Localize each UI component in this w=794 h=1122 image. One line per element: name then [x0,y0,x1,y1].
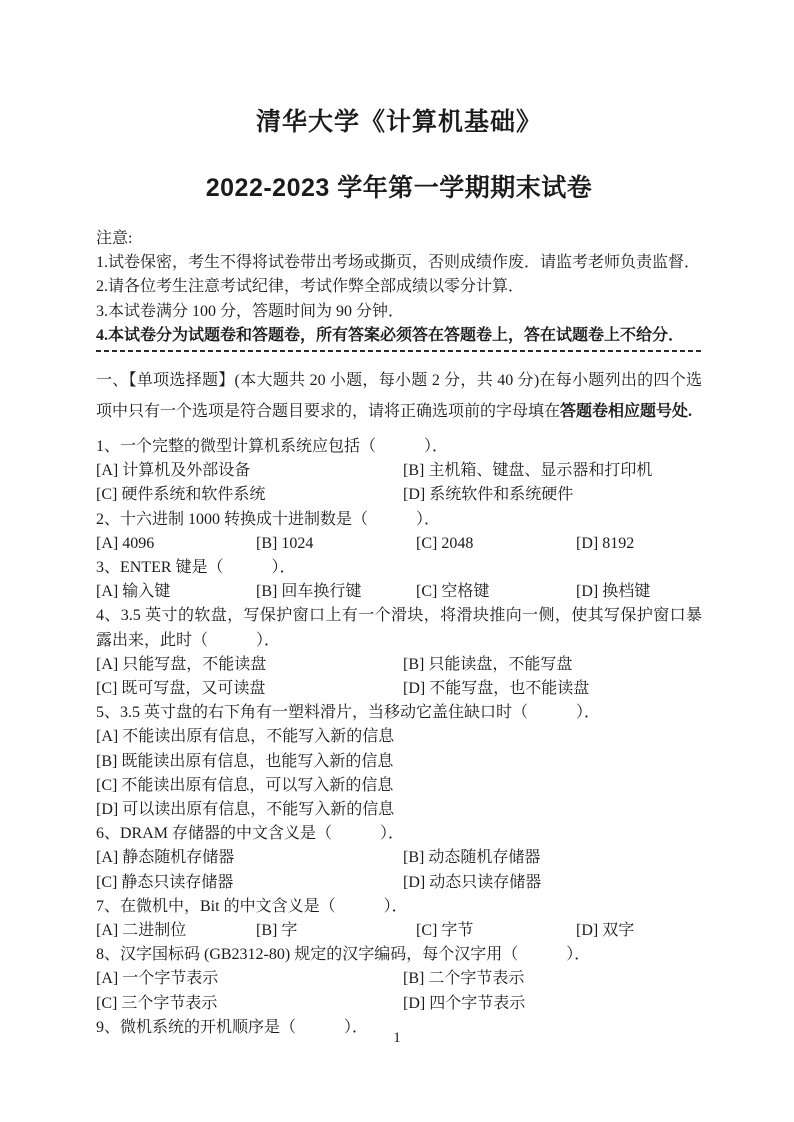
doc-subtitle: 2022-2023 学年第一学期期末试卷 [205,174,593,202]
option-item: [D] 换档键 [576,583,651,601]
question-7 [96,895,702,943]
question-text: 3、ENTER 键是（ ）． [96,559,296,577]
option-item: [D] 8192 [576,534,635,552]
notice-item: 3.本试卷满分 100 分，答题时间为 90 分钟． [96,302,405,320]
option-item: [D] 不能写盘，也不能读盘 [403,680,590,698]
option-item: [C] 三个字节表示 [96,994,218,1012]
question-text: 2、十六进制 1000 转换成十进制数是（ ）． [96,510,441,528]
notice-item: 1.试卷保密，考生不得将试卷带出考场或撕页，否则成绩作废．请监考老师负责监督． [96,254,701,272]
question-text: 9、微机系统的开机顺序是（ ）． [96,1018,369,1036]
option-item: [A] 计算机及外部设备 [96,462,251,480]
option-item: [A] 输入键 [96,583,171,601]
question-options [96,459,702,507]
section-intro-bold-text: 答题卷相应题号处. [560,403,693,421]
option-item: [D] 系统软件和系统硬件 [403,486,574,504]
question-text: 1、一个完整的微型计算机系统应包括（ ）． [96,438,449,456]
page-content [96,0,702,1040]
question-options [96,580,702,604]
option-item: [D] 四个字节表示 [403,994,526,1012]
question-6 [96,822,702,895]
question-5 [96,701,702,822]
option-item: [C] 静态只读存储器 [96,873,234,891]
question-2 [96,508,702,556]
section-intro-text: 一、【单项选择题】(本大题共 20 小题，每小题 2 分，共 40 分)在每小题列出的四个选项中只有一个选项是符合题目要求的，请将正确选项前的字母填在 [96,372,702,421]
question-options [96,653,702,701]
question-list [96,435,702,1040]
question-options [96,846,702,894]
option-item: [A] 4096 [96,534,155,552]
notice-block [96,227,702,348]
option-item: [C] 空格键 [416,583,490,601]
question-options [96,967,702,1015]
option-item: [B] 只能读盘，不能写盘 [403,655,573,673]
option-item: [B] 1024 [256,534,314,552]
question-4 [96,604,702,701]
question-options [96,919,702,943]
option-item: [B] 主机箱、键盘、显示器和打印机 [403,462,653,480]
option-item: [B] 既能读出原有信息，也能写入新的信息 [96,752,394,770]
dashed-separator [96,350,702,352]
option-item: [B] 二个字节表示 [403,970,525,988]
notice-label: 注意: [96,230,133,247]
option-item: [C] 2048 [416,534,474,552]
option-item: [A] 静态随机存储器 [96,849,235,867]
option-item: [C] 字节 [416,922,474,940]
question-text: 8、汉字国标码 (GB2312-80) 规定的汉字编码，每个汉字用（ ）． [96,946,591,964]
doc-title: 清华大学《计算机基础》 [255,108,542,136]
notice-item: 4.本试卷分为试题卷和答题卷，所有答案必须答在答题卷上，答在试题卷上不给分． [96,326,685,344]
option-item: [A] 只能写盘，不能读盘 [96,655,267,673]
question-options [96,532,702,556]
option-item: [D] 动态只读存储器 [403,873,542,891]
question-text: 6、DRAM 存储器的中文含义是（ ）． [96,825,405,843]
option-item: [C] 不能读出原有信息，可以写入新的信息 [96,776,394,794]
option-item: [A] 一个字节表示 [96,970,219,988]
question-text: 4、3.5 英寸的软盘，写保护窗口上有一个滑块，将滑块推向一侧，使其写保护窗口暴露出来，此时（ ）． [96,607,702,649]
option-item: [B] 字 [256,922,298,940]
section-intro [96,365,702,427]
question-8 [96,943,702,1016]
option-item: [A] 不能读出原有信息，不能写入新的信息 [96,728,395,746]
question-3 [96,556,702,604]
option-item: [B] 回车换行键 [256,583,362,601]
option-item: [C] 硬件系统和软件系统 [96,486,266,504]
question-text: 7、在微机中，Bit 的中文含义是（ ）． [96,897,408,915]
option-item: [C] 既可写盘，又可读盘 [96,680,266,698]
question-options [96,725,702,822]
page-number: 1 [393,1030,401,1046]
notice-item: 2.请各位考生注意考试纪律，考试作弊全部成绩以零分计算． [96,278,525,296]
question-1 [96,435,702,508]
option-item: [D] 双字 [576,922,635,940]
question-text: 5、3.5 英寸盘的右下角有一塑料滑片，当移动它盖住缺口时（ ）． [96,704,601,722]
option-item: [A] 二进制位 [96,922,187,940]
option-item: [D] 可以读出原有信息，不能写入新的信息 [96,801,395,819]
option-item: [B] 动态随机存储器 [403,849,541,867]
